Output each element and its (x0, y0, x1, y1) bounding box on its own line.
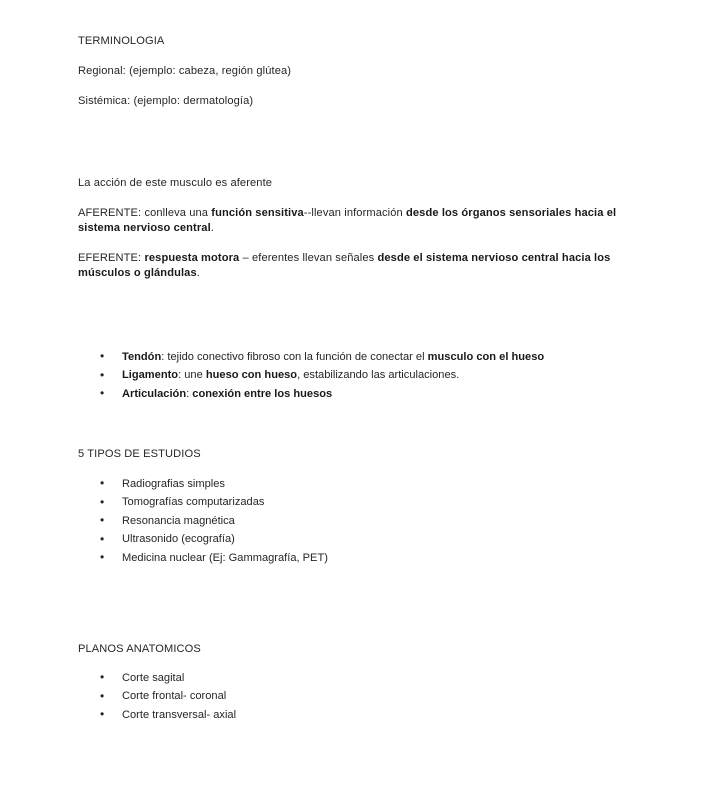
list-item: • Corte sagital (78, 669, 624, 688)
spacer-block-5 (78, 403, 624, 447)
estructura-desc-articulacion: : (186, 387, 193, 400)
eferente-label: EFERENTE: (78, 252, 145, 265)
aferente-bold-funcion-sensitiva: función sensitiva (211, 206, 304, 219)
section-heading-estudios: 5 TIPOS DE ESTUDIOS (78, 448, 201, 461)
aferente-label: AFERENTE: conlleva una (78, 206, 212, 219)
terminologia-line-sistemica: Sistémica: (ejemplo: dermatología) (78, 95, 254, 108)
estructura-desc-ligamento: : une (178, 369, 206, 382)
eferente-mid: – eferentes llevan señales (239, 252, 378, 265)
estructura-tail-ligamento: , estabilizando las articulaciones. (297, 369, 460, 382)
terminologia-line-regional: Regional: (ejemplo: cabeza, región glútea) (78, 65, 292, 78)
eferente-bold-destino: desde el sistema nervioso central hacia los músculos o glándulas (78, 252, 611, 280)
list-item: • Resonancia magnética (78, 512, 624, 531)
list-estructuras (78, 348, 624, 404)
document-body (78, 34, 624, 725)
spacer-block-6 (78, 463, 624, 475)
list-planos (78, 669, 624, 725)
section-heading-planos: PLANOS ANATOMICOS (78, 642, 201, 655)
estructura-desc-tendon: : tejido conectivo fibroso con la función de conectar el (161, 350, 428, 363)
aferente-bold-destino: desde los órganos sensoriales hacia el sistema nervioso central (78, 206, 617, 235)
spacer-block-7 (78, 568, 624, 612)
estructura-term-ligamento: Ligamento (122, 369, 179, 382)
spacer-block-3 (78, 282, 624, 326)
eferente-tail: . (196, 267, 200, 280)
section-heading-terminologia: TERMINOLOGIA (78, 35, 165, 47)
estructura-term-articulacion: Articulación (122, 387, 187, 400)
list-item (78, 385, 624, 404)
spacer-block-8 (78, 612, 624, 642)
estructura-term-tendon: Tendón (122, 350, 162, 363)
list-estudios (78, 475, 624, 568)
spacer-block-2 (78, 154, 624, 176)
list-item (78, 366, 624, 385)
spacer-block-9 (78, 657, 624, 669)
aferente-mid: --llevan información (303, 206, 407, 219)
list-item (78, 348, 624, 367)
spacer-block-1 (78, 110, 624, 154)
list-item: • Radiografias simples (78, 475, 624, 494)
estructura-emphasis-ligamento: hueso con hueso (205, 369, 298, 382)
paragraph-eferente (78, 251, 624, 281)
list-item: • Ultrasonido (ecografía) (78, 530, 624, 549)
paragraph-accion-musculo: La acción de este musculo es aferente (78, 176, 273, 189)
estructura-emphasis-articulacion: conexión entre los huesos (192, 387, 333, 400)
eferente-bold-respuesta-motora: respuesta motora (144, 252, 240, 265)
estructura-emphasis-tendon: musculo con el hueso (427, 350, 545, 363)
list-item: • Medicina nuclear (Ej: Gammagrafía, PET) (78, 549, 624, 568)
aferente-tail: . (210, 222, 214, 235)
paragraph-aferente (78, 206, 624, 236)
spacer-block-4 (78, 326, 624, 348)
list-item: • Corte frontal- coronal (78, 687, 624, 706)
list-item: • Tomografías computarizadas (78, 493, 624, 512)
list-item: • Corte transversal- axial (78, 706, 624, 725)
